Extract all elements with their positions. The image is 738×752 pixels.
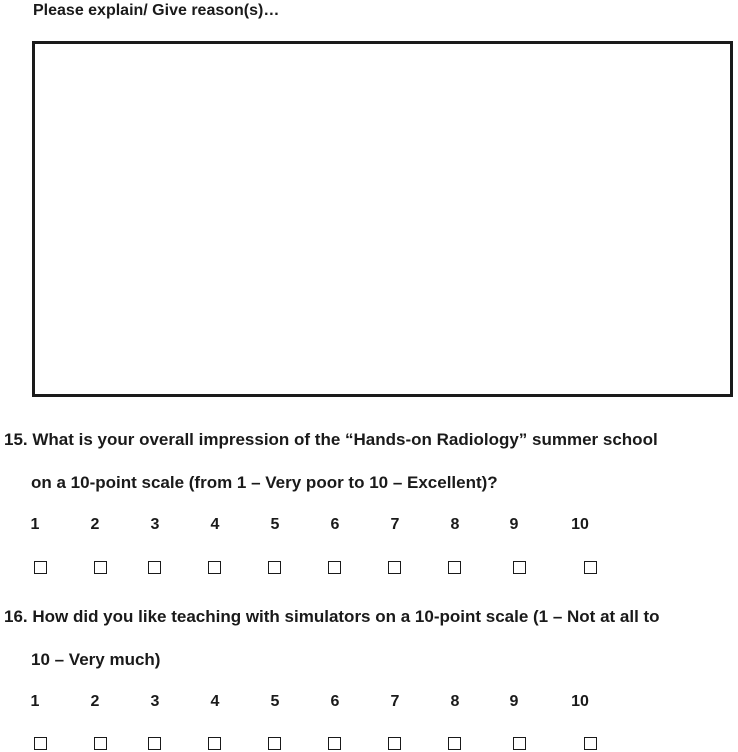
answer-box[interactable]: [32, 41, 733, 397]
q15-checkbox-5[interactable]: [268, 561, 281, 574]
scale-label-5: 5: [270, 516, 280, 533]
q15-checkbox-10[interactable]: [584, 561, 597, 574]
scale-label-8: 8: [450, 693, 460, 710]
scale-label-8: 8: [450, 516, 460, 533]
scale-label-2: 2: [90, 516, 100, 533]
q16-checkbox-7[interactable]: [388, 737, 401, 750]
scale-label-4: 4: [210, 693, 220, 710]
scale-label-6: 6: [330, 516, 340, 533]
q16-checkbox-6[interactable]: [328, 737, 341, 750]
scale-label-3: 3: [150, 693, 160, 710]
q15-checkbox-3[interactable]: [148, 561, 161, 574]
q16-checkbox-2[interactable]: [94, 737, 107, 750]
q16-checkbox-4[interactable]: [208, 737, 221, 750]
question-16-line-2: 10 – Very much): [31, 650, 161, 669]
question-15-line-2: on a 10-point scale (from 1 – Very poor to 10 – Excellent)?: [31, 473, 498, 492]
scale-label-2: 2: [90, 693, 100, 710]
question-16-line-1: 16. How did you like teaching with simulators on a 10-point scale (1 – Not at all to: [4, 607, 660, 626]
q15-checkbox-2[interactable]: [94, 561, 107, 574]
scale-label-1: 1: [30, 516, 40, 533]
q15-checkbox-1[interactable]: [34, 561, 47, 574]
q16-checkbox-8[interactable]: [448, 737, 461, 750]
scale-label-7: 7: [390, 693, 400, 710]
q16-checkbox-5[interactable]: [268, 737, 281, 750]
scale-label-3: 3: [150, 516, 160, 533]
q15-checkbox-6[interactable]: [328, 561, 341, 574]
q16-checkbox-10[interactable]: [584, 737, 597, 750]
scale-label-9: 9: [509, 516, 519, 533]
scale-label-5: 5: [270, 693, 280, 710]
q16-checkbox-9[interactable]: [513, 737, 526, 750]
scale-label-10: 10: [571, 693, 589, 710]
q15-checkbox-7[interactable]: [388, 561, 401, 574]
scale-label-9: 9: [509, 693, 519, 710]
question-15-line-1: 15. What is your overall impression of the “Hands-on Radiology” summer school: [4, 430, 658, 449]
scale-label-1: 1: [30, 693, 40, 710]
scale-label-6: 6: [330, 693, 340, 710]
q16-checkbox-1[interactable]: [34, 737, 47, 750]
q15-checkbox-8[interactable]: [448, 561, 461, 574]
explain-prompt: Please explain/ Give reason(s)…: [33, 2, 280, 19]
scale-label-10: 10: [571, 516, 589, 533]
q16-checkbox-3[interactable]: [148, 737, 161, 750]
q15-checkbox-4[interactable]: [208, 561, 221, 574]
scale-label-7: 7: [390, 516, 400, 533]
scale-label-4: 4: [210, 516, 220, 533]
q15-checkbox-9[interactable]: [513, 561, 526, 574]
